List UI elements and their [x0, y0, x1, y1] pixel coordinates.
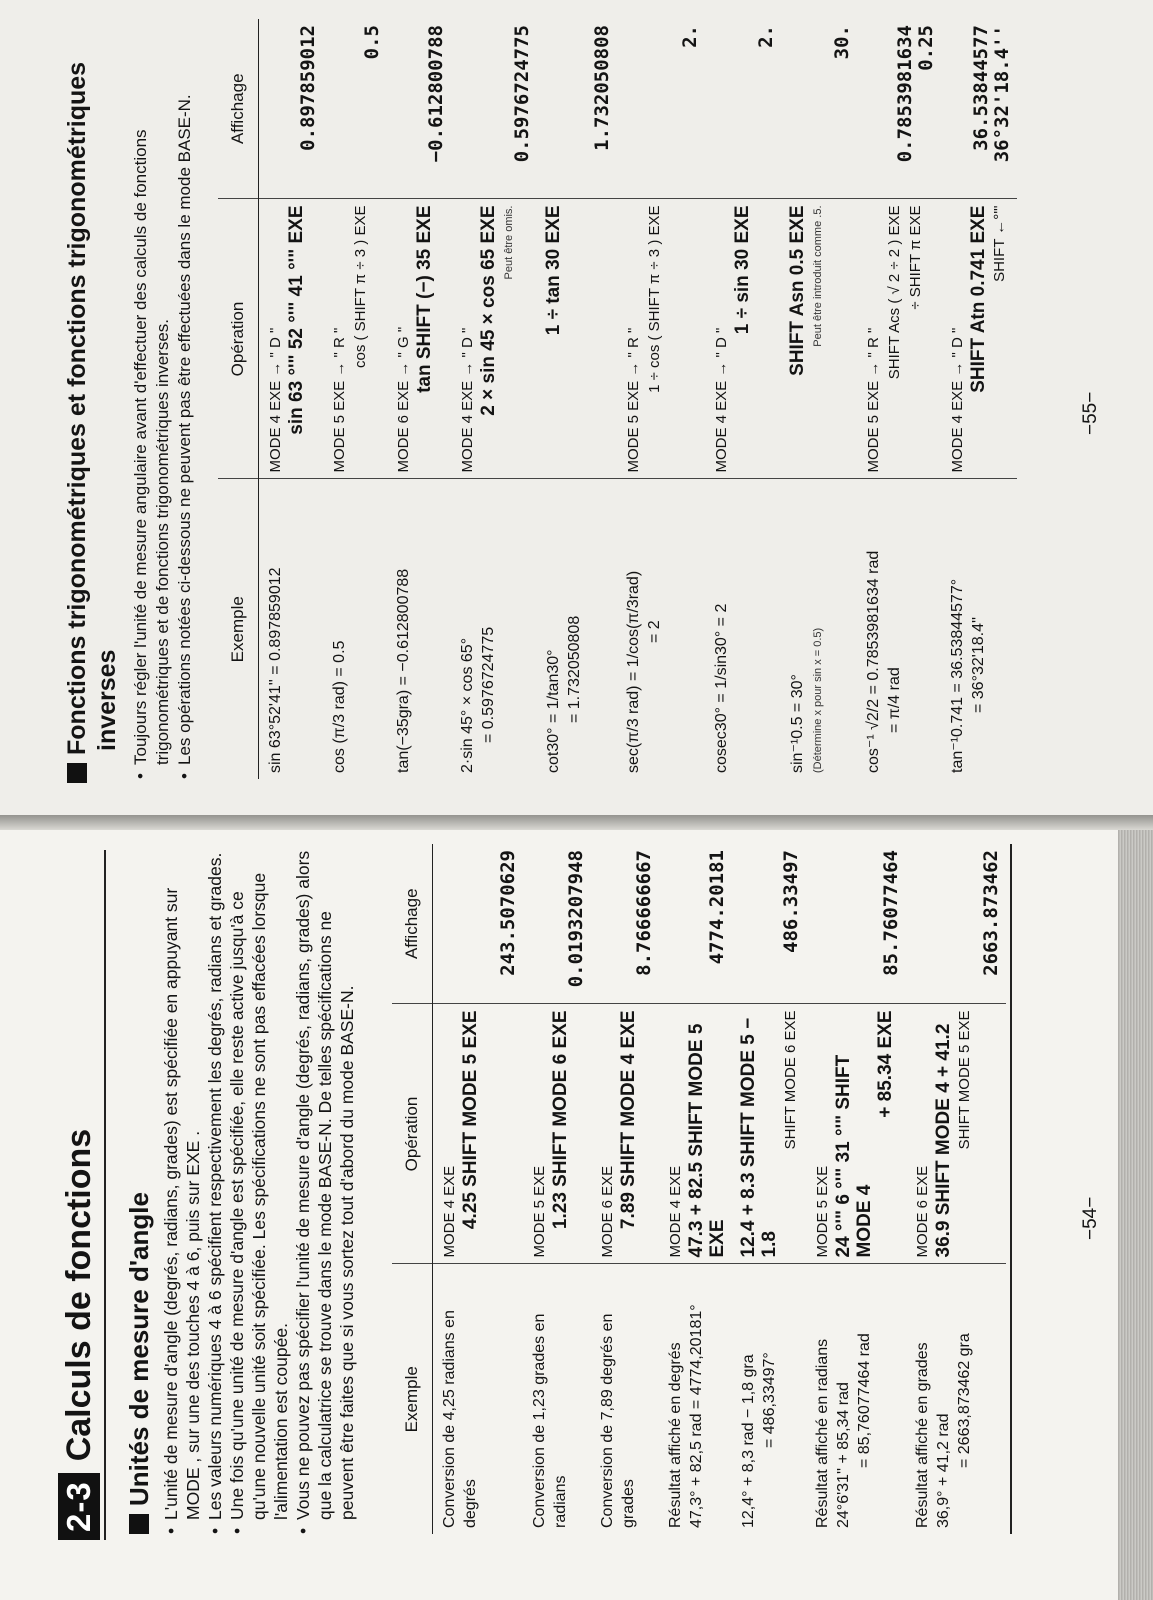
bullet-item: • L'unité de mesure d'angle (degrés, radians, grades) est spécifiée en appuyant sur MODE , sur une des touches 4 à 6, puis sur EXE .: [160, 844, 204, 1534]
example-text: cos (π/3 rad) = 0.5: [330, 640, 348, 773]
operation-keys: 47.3 + 82.5 SHIFT MODE 5 EXE: [685, 1023, 728, 1258]
example-text: sin⁻¹0.5 = 30°: [788, 674, 806, 773]
example-text: 12,4° + 8,3 rad − 1,8 gra: [739, 1354, 757, 1528]
operation-setup: MODE 4 EXE: [666, 1165, 684, 1258]
operation-setup: MODE 4 EXE → " D ": [458, 327, 476, 473]
example-note: (Détermine x pour sin x = 0.5): [811, 627, 824, 773]
display-value: 2.: [705, 19, 781, 199]
section-heading: [58, 1129, 100, 1540]
display-value: 486.33497: [732, 844, 806, 1004]
table-row: [323, 19, 387, 779]
operation-keys: 2 × sin 45 × cos 65 EXE: [477, 205, 499, 416]
display-value: 243.5070629: [433, 844, 523, 1004]
operation-setup: MODE 5 EXE → " R ": [864, 327, 882, 473]
page-number-right: −55−: [1080, 391, 1101, 435]
table-row: [857, 19, 941, 779]
right-title-line1: Fonctions trigonométriques et fonctions trigonométriques: [63, 61, 91, 755]
example-text: Conversion de 7,89 degrés en: [598, 1313, 616, 1528]
display-value: 0.0193207948: [523, 844, 591, 1004]
left-page: [0, 815, 1153, 1600]
operation-keys-extra: SHIFT MODE 5 EXE: [955, 1010, 973, 1150]
operation-keys: 1 ÷ tan 30 EXE: [542, 205, 564, 336]
section-title: Calculs de fonctions: [59, 1128, 98, 1462]
table-row: [732, 844, 806, 1534]
bullet-item: • Une fois qu'une unité de mesure d'angle est spécifiée, elle reste active jusqu'à ce qu'une nouvelle unité soit spécifiée. Les spécifications ne sont pas effacées lorsque l'alimentation est coupée.: [226, 844, 292, 1534]
table-row: [617, 19, 705, 779]
operation-keys: 7.89 SHIFT MODE 4 EXE: [617, 1010, 639, 1230]
operation-setup: MODE 4 EXE → " D ": [267, 327, 284, 473]
operation-setup: MODE 5 EXE: [813, 1165, 831, 1258]
example-text: = 1.732050808: [565, 615, 583, 723]
bullet-item: • Vous ne pouvez pas spécifier l'unité de mesure d'angle (degrés, radians, grades) alors que la calculatrice se trouve dans le mode BASE-N. De telles spécifications ne peuvent être faites que si vous sortez tout d'abord du mode BASE-N.: [292, 844, 358, 1534]
operation-keys-extra: ÷ SHIFT π EXE: [906, 205, 924, 310]
table-row: [591, 844, 659, 1534]
example-text: degrés: [462, 1479, 479, 1528]
right-title-line2: inverses: [93, 649, 121, 751]
bullet-item: • Les opérations notées ci-dessous ne peuvent pas être effectuées dans le mode BASE-N.: [174, 19, 196, 779]
operation-setup: MODE 6 EXE → " G ": [394, 326, 412, 473]
display-value: 8.766666667: [591, 844, 659, 1004]
operation-keys: 1 ÷ sin 30 EXE: [731, 205, 753, 335]
bullet-square-icon: [67, 763, 87, 783]
operation-setup: MODE 5 EXE → " R ": [624, 327, 642, 473]
example-text: cos⁻¹ √2/2 = 0.7853981634 rad: [864, 550, 882, 773]
display-value: 4774.20181: [659, 844, 732, 1004]
example-text: cot30° = 1/tan30°: [544, 649, 562, 773]
example-text: Résultat affiché en radians: [813, 1338, 831, 1528]
operation-setup: MODE 5 EXE: [530, 1165, 548, 1258]
example-text: 2·sin 45° × cos 65°: [458, 637, 476, 773]
table-row: [781, 19, 857, 779]
display-value-2: 36°32'18.4'': [990, 25, 1013, 163]
example-text: 24°6'31'' + 85,34 rad: [834, 1382, 852, 1528]
display-value-2: 0.25: [914, 25, 937, 71]
example-text: 36,9° + 41,2 rad: [934, 1413, 952, 1528]
example-text: = π/4 rad: [885, 667, 903, 733]
operation-keys-extra: + 85.34 EXE: [874, 1010, 896, 1118]
example-text: = 36°32'18.4'': [969, 616, 987, 713]
operation-keys: 24 °'" 6 °'" 31 °'" SHIFT MODE 4: [832, 1054, 875, 1258]
display-value: 0.897859012: [259, 19, 323, 199]
example-text: sec(π/3 rad) = 1/cos(π/3rad): [624, 570, 642, 773]
display-value: 1.732050808: [537, 19, 617, 199]
table-bottom-rule: [1010, 844, 1012, 1534]
page-number-left: −54−: [1080, 1196, 1101, 1240]
display-value: 0.5: [323, 19, 387, 199]
example-text: radians: [551, 1475, 569, 1528]
operation-keys: cos ( SHIFT π ÷ 3 ) EXE: [351, 205, 369, 369]
operation-keys: 12.4 + 8.3 SHIFT MODE 5 − 1.8: [737, 1017, 780, 1258]
header-display: Affichage: [392, 844, 433, 1004]
example-text: = 0.5976724775: [479, 626, 497, 743]
table-row: [259, 19, 323, 779]
operation-keys: SHIFT Atn 0.741 EXE: [967, 205, 989, 393]
example-text: = 2: [645, 620, 663, 643]
example-text: tan(−35gra) = −0.612800788: [394, 568, 412, 773]
table-row: [523, 844, 591, 1534]
example-text: tan⁻¹0.741 = 36.53844577°: [948, 578, 966, 773]
header-operation: Opération: [218, 199, 259, 479]
operation-note: Peut être omis.: [502, 205, 515, 280]
display-value: 2.: [617, 19, 705, 199]
display-value: 85.76077464: [806, 844, 906, 1004]
table-row: [451, 19, 537, 779]
right-table: [218, 19, 1017, 779]
example-text: sin 63°52'41'' = 0.897859012: [267, 567, 284, 773]
table-row: [906, 844, 1006, 1534]
example-text: 47,3° + 82,5 rad = 4774,20181°: [687, 1304, 705, 1528]
title-rule: [104, 850, 106, 1540]
operation-keys: 1.23 SHIFT MODE 6 EXE: [549, 1010, 571, 1230]
bullet-square-icon: [129, 1514, 149, 1534]
bullet-item: • Les valeurs numériques 4 à 6 spécifient respectivement les degrés, radians et grades.: [204, 844, 226, 1534]
table-row: [537, 19, 617, 779]
operation-keys: tan SHIFT (−) 35 EXE: [413, 205, 435, 393]
operation-setup: MODE 4 EXE → " D ": [948, 327, 966, 473]
operation-keys: SHIFT Asn 0.5 EXE: [786, 205, 808, 376]
subheading-text: Unités de mesure d'angle: [124, 1192, 154, 1506]
operation-setup: MODE 5 EXE → " R ": [330, 327, 348, 473]
operation-setup: MODE 4 EXE → " D ": [712, 327, 730, 473]
display-value: 36.53844577: [969, 25, 992, 151]
table-row: [705, 19, 781, 779]
display-value: 0.5976724775: [451, 19, 537, 199]
operation-note: Peut être introduit comme .5.: [811, 205, 824, 347]
display-value: 0.7853981634: [893, 25, 916, 163]
display-value: 30.: [781, 19, 857, 199]
page-edges: [1118, 815, 1153, 1600]
subheading: [124, 1192, 154, 1534]
bullet-item: • Toujours régler l'unité de mesure angulaire avant d'effectuer des calculs de fonctions trigonométriques et de fonctions trigonométriques inverses.: [130, 19, 174, 779]
operation-keys: SHIFT Acs ( √ 2 ÷ 2 ) EXE: [885, 205, 903, 380]
example-text: = 85,76077464 rad: [855, 1333, 873, 1468]
header-example: Exemple: [392, 1264, 433, 1534]
operation-setup: MODE 4 EXE: [441, 1165, 458, 1258]
example-text: Résultat affiché en degrés: [666, 1342, 684, 1528]
operation-setup: MODE 6 EXE: [598, 1165, 616, 1258]
left-table: [392, 844, 1006, 1534]
table-row: [806, 844, 906, 1534]
operation-keys-extra: SHIFT MODE 6 EXE: [781, 1010, 799, 1150]
operation-keys: 36.9 SHIFT MODE 4 + 41.2: [932, 1023, 954, 1258]
left-bullets: [160, 844, 358, 1534]
table-row: [387, 19, 451, 779]
table-row: [941, 19, 1017, 779]
header-example: Exemple: [218, 479, 259, 779]
table-row: [659, 844, 732, 1534]
operation-keys: sin 63 °'" 52 °'" 41 °'" EXE: [286, 205, 307, 435]
example-text: grades: [619, 1479, 637, 1528]
operation-keys: 1 ÷ cos ( SHIFT π ÷ 3 ) EXE: [645, 205, 663, 393]
display-value: −0.612800788: [387, 19, 451, 199]
right-bullets: [130, 19, 196, 779]
right-title: [62, 23, 122, 783]
example-text: = 2663,873462 gra: [955, 1333, 973, 1468]
operation-keys-extra: SHIFT ←°'": [990, 205, 1008, 282]
header-operation: Opération: [392, 1004, 433, 1264]
example-text: cosec30° = 1/sin30° = 2: [712, 603, 730, 773]
example-text: Conversion de 1,23 grades en: [530, 1313, 548, 1528]
example-text: Résultat affiché en grades: [913, 1342, 931, 1528]
table-row: [433, 844, 523, 1534]
operation-keys: 4.25 SHIFT MODE 5 EXE: [460, 1010, 481, 1230]
display-value: 2663.873462: [906, 844, 1006, 1004]
example-text: = 486,33497°: [760, 1352, 778, 1448]
example-text: Conversion de 4,25 radians en: [441, 1310, 458, 1528]
header-display: Affichage: [218, 19, 259, 199]
operation-setup: MODE 6 EXE: [913, 1165, 931, 1258]
section-number: 2-3: [58, 1473, 100, 1540]
